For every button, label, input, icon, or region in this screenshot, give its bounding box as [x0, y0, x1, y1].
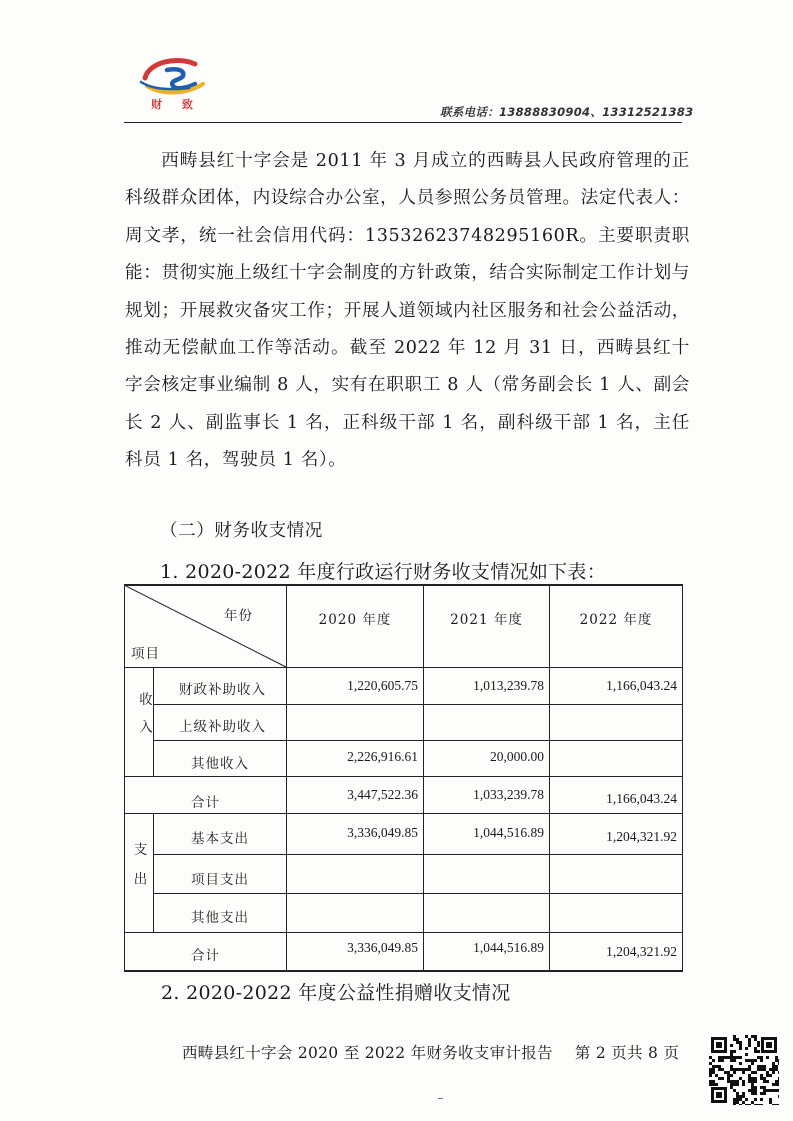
- row-label-project-expense: 项目支出: [191, 872, 249, 888]
- table-rule: [682, 584, 683, 972]
- cell-value: 1,204,321.92: [606, 944, 677, 959]
- cell-value: 1,033,239.78: [473, 787, 544, 802]
- row-label-income-total: 合计: [191, 795, 220, 811]
- scan-mark: [438, 1098, 443, 1099]
- table-rule: [153, 813, 154, 932]
- expense-group-label: [124, 842, 153, 905]
- header-divider: [124, 122, 682, 123]
- table-rule: [124, 776, 683, 777]
- table-rule: [124, 970, 683, 972]
- income-group-label: [124, 692, 153, 763]
- cell-value: 2,226,916.61: [347, 749, 418, 764]
- corner-item-label: 项目: [131, 646, 160, 662]
- row-label-basic-expense: 基本支出: [191, 831, 249, 847]
- table-rule: [153, 854, 683, 855]
- cell-value: 1,220,605.75: [347, 678, 418, 693]
- cell-value: 3,336,049.85: [347, 940, 418, 955]
- logo-caption: 财 致: [151, 98, 201, 111]
- cell-value: 1,166,043.24: [606, 678, 677, 693]
- row-label-fiscal-subsidy: 财政补助收入: [179, 682, 266, 698]
- cell-value: 3,447,522.36: [347, 787, 418, 802]
- year-header-2021: 2021 年度: [450, 612, 523, 628]
- table-rule: [549, 584, 550, 972]
- table-rule: [153, 893, 683, 894]
- year-header-2022: 2022 年度: [579, 612, 653, 628]
- qr-code: [709, 1035, 779, 1105]
- row-label-expense-total: 合计: [191, 948, 220, 964]
- table-rule: [423, 584, 424, 972]
- row-label-other-income: 其他收入: [191, 756, 249, 772]
- intro-paragraph: [125, 143, 690, 480]
- row-label-upper-subsidy: 上级补助收入: [179, 719, 266, 735]
- cell-value: 1,013,239.78: [473, 678, 544, 693]
- cell-value: 1,044,516.89: [473, 825, 544, 840]
- cell-value: 3,336,049.85: [347, 825, 418, 840]
- year-header-2020: 2020 年度: [318, 612, 392, 628]
- table-rule: [153, 740, 683, 741]
- table-rule: [124, 813, 683, 814]
- cell-value: 1,166,043.24: [606, 791, 677, 806]
- row-label-other-expense: 其他支出: [191, 910, 249, 926]
- report-title: 西畴县红十字会 2020 至 2022 年财务收支审计报告: [182, 1044, 553, 1062]
- section-title: （二）财务收支情况: [160, 521, 323, 541]
- contact-phone: 联系电话：13888830904、13312521383: [440, 105, 694, 119]
- cell-value: 1,044,516.89: [473, 940, 544, 955]
- next-section-title: 2. 2020-2022 年度公益性捐赠收支情况: [161, 982, 511, 1004]
- page-number: 第 2 页共 8 页: [574, 1044, 680, 1062]
- table-rule: [153, 704, 683, 705]
- table-title: 1. 2020-2022 年度行政运行财务收支情况如下表：: [160, 561, 607, 583]
- cell-value: 20,000.00: [490, 749, 544, 764]
- finance-table: [124, 584, 683, 972]
- page-footer: [182, 1041, 679, 1063]
- intro-paragraph-text: 西畴县红十字会是 2011 年 3 月成立的西畴县人民政府管理的正科级群众团体，内设综合办公室，人员参照公务员管理。法定代表人：周文孝，统一社会信用代码：13532623748295160R。主要职责职能：贯彻实施上级红十字会制度的方针政策，结合实际制定工作计划与规划；开展救灾备灾工作；开展人道领域内社区服务和社会公益活动，推动无偿献血工作等活动。截至 2022 年 12 月 31 日，西畴县红十字会核定事业编制 8 人，实有在职职工 8 人（常务副会长 1 人、副会长 2 人、副监事长 1 名，正科级干部 1 名，副科级干部 1 名，主任科员 1 名，驾驶员 1 名）。: [125, 151, 690, 471]
- corner-year-label: 年份: [224, 608, 253, 624]
- income-group-text: 收入: [136, 692, 152, 747]
- table-rule: [124, 932, 683, 933]
- cell-value: 1,204,321.92: [606, 829, 677, 844]
- expense-group-text: 支出: [130, 842, 147, 901]
